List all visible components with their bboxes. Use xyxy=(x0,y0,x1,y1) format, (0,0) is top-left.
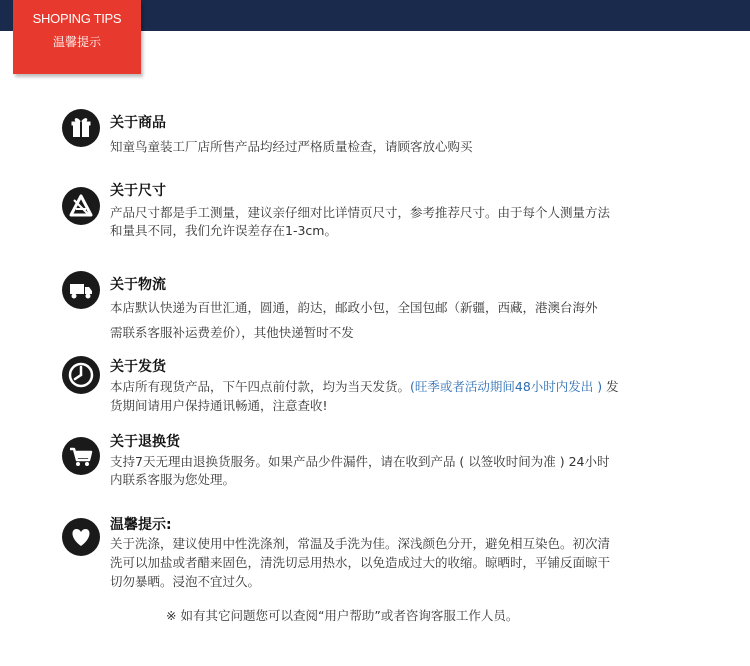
footer-note: ※ 如有其它问题您可以查阅“用户帮助”或者咨询客服工作人员。 xyxy=(166,608,519,623)
section-text: 关于洗涤，建议使用中性洗涤剂，常温及手洗为佳。深浅颜色分开，避免相互染色。初次清 xyxy=(110,536,611,551)
section-text: 知童鸟童装工厂店所售产品均经过严格质量检查，请顾客放心购买 xyxy=(110,139,473,154)
section-text xyxy=(110,377,619,395)
section-text: 需联系客服补运费差价），其他快递暂时不发 xyxy=(110,325,354,340)
section-title: 关于物流 xyxy=(110,277,166,293)
section-text: 产品尺寸都是手工测量，建议亲仔细对比详情页尺寸，参考推荐尺寸。由于每个人测量方法 xyxy=(110,205,611,220)
section-text: 本店默认快递为百世汇通，圆通，韵达，邮政小包，全国包邮（新疆，西藏，港澳台海外 xyxy=(110,300,598,315)
clock-icon xyxy=(62,356,100,394)
tag-english: SHOPING TIPS xyxy=(32,11,122,26)
shipping-text: 本店所有现货产品，下午四点前付款，均为当天发货。 xyxy=(110,379,411,394)
truck-icon xyxy=(62,271,100,309)
section-title: 关于发货 xyxy=(110,359,166,375)
section-title: 关于尺寸 xyxy=(110,183,166,199)
section-text: 洗可以加盐或者醋来固色，清洗切忌用热水，以免造成过大的收缩。晾晒时，平铺反面晾干 xyxy=(110,555,611,570)
shipping-text-end: 发 xyxy=(602,379,619,394)
section-title: 温馨提示: xyxy=(110,517,172,533)
section-text: 切勿暴晒。浸泡不宜过久。 xyxy=(110,574,261,589)
section-title: 关于退换货 xyxy=(110,434,180,450)
shopping-tips-tag xyxy=(13,0,141,74)
shipping-highlight: (旺季或者活动期间48小时内发出 ) xyxy=(410,379,603,394)
section-text: 和量具不同，我们允许误差存在1-3cm。 xyxy=(110,223,337,238)
section-text: 货期间请用户保持通讯畅通，注意查收! xyxy=(110,398,328,413)
section-title: 关于商品 xyxy=(110,115,166,131)
cart-icon xyxy=(62,437,100,475)
gift-icon xyxy=(62,109,100,147)
section-text: 支持7天无理由退换货服务。如果产品少件漏件，请在收到产品 ( 以签收时间为准 ) 24小时 xyxy=(110,454,610,469)
heart-icon xyxy=(62,518,100,556)
tag-chinese: 温馨提示 xyxy=(52,35,101,49)
section-text: 内联系客服为您处理。 xyxy=(110,472,236,487)
ruler-triangle-icon xyxy=(62,187,100,225)
